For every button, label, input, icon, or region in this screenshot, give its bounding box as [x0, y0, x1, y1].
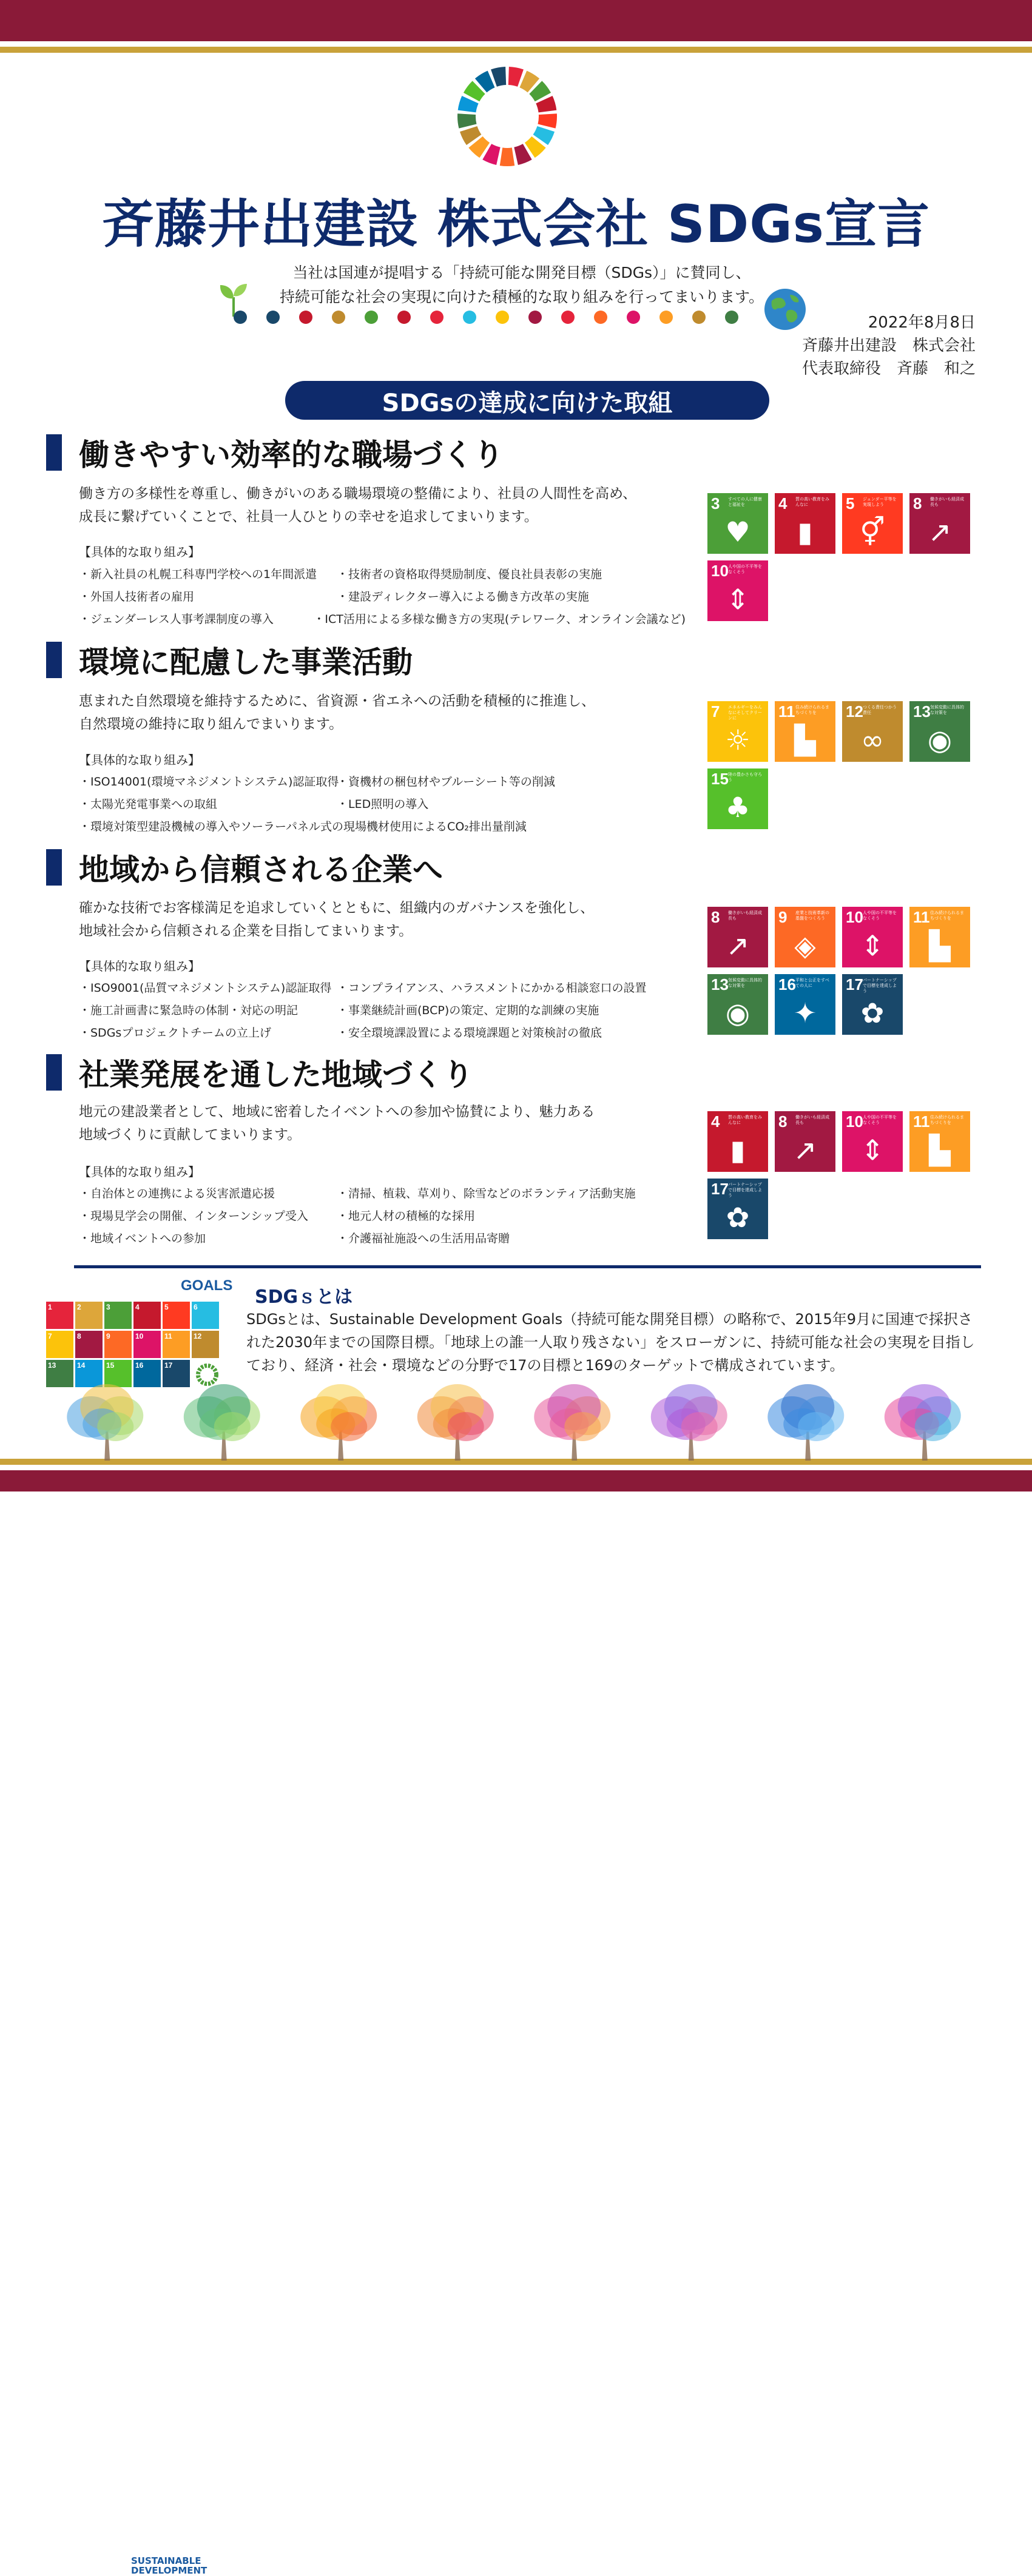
list-item-row: [79, 565, 686, 588]
sdg-wheel-logo: [456, 66, 558, 167]
mini-goal-13-icon: 13: [46, 1360, 73, 1387]
mini-goal-3-icon: 3: [104, 1302, 132, 1329]
section-4-description: [79, 1100, 686, 1146]
section-4-title: 社業発展を通した地域づくり: [79, 1057, 473, 1092]
mini-goal-16-icon: 16: [133, 1360, 161, 1387]
mini-goal-5-icon: 5: [163, 1302, 190, 1329]
sdg-goal-5-icon: [842, 493, 903, 554]
goal-label: 平和と公正をすべての人に: [795, 978, 829, 988]
color-dot: [332, 311, 345, 324]
list-item: ・介護福祉施設への生活用品寄贈: [337, 1232, 510, 1245]
list-item: ・ISO14001(環境マネジメントシステム)認証取得: [79, 775, 339, 789]
tree: [534, 1384, 610, 1461]
color-dot: [365, 311, 378, 324]
section-1-desc-line-2: 成長に繋げていくことで、社員一人ひとりの幸せを追求してまいります。: [79, 509, 538, 525]
list-item: ・SDGsプロジェクトチームの立上げ: [79, 1026, 271, 1040]
section-4-desc-line-1: 地元の建設業者として、地域に密着したイベントへの参加や協賛により、魅力ある: [79, 1104, 595, 1120]
section-4-items: [79, 1185, 686, 1252]
sdg-goal-9-icon: [775, 907, 835, 967]
color-dot: [234, 311, 247, 324]
section-3-desc-line-2: 地域社会から信頼される企業を目指してまいります。: [79, 923, 413, 939]
top-band: [0, 0, 1032, 41]
mini-goal-11-icon: 11: [163, 1331, 190, 1358]
mini-wheel-icon: [192, 1360, 219, 1387]
goal-number: 9: [778, 908, 787, 926]
list-item: ・事業継続計画(BCP)の策定、定期的な訓練の実施: [337, 1004, 599, 1017]
goal-label: つくる責任つかう責任: [863, 705, 897, 715]
sdg-goal-11-icon: [775, 701, 835, 762]
list-item: ・資機材の梱包材やブルーシート等の削減: [337, 775, 555, 789]
wheel-segment: [538, 113, 557, 128]
section-2-desc-line-2: 自然環境の維持に取り組んでまいります。: [79, 716, 343, 732]
color-dot: [299, 311, 312, 324]
sdg-goal-15-icon: [707, 768, 768, 829]
globe-icon: [763, 288, 807, 331]
signature-block: [802, 311, 976, 380]
section-4-label: 【具体的な取り組み】: [79, 1165, 200, 1179]
list-item: ・安全環境課設置による環境課題と対策検討の徹底: [337, 1026, 602, 1040]
section-1-description: [79, 482, 686, 528]
list-item-row: [79, 1024, 686, 1046]
goal-label: 働きがいも経済成長も: [728, 910, 762, 921]
wheel-segment: [500, 147, 514, 166]
goal-number: 10: [846, 908, 863, 926]
goal-glyph: ◈: [794, 929, 816, 962]
goal-number: 8: [778, 1112, 787, 1131]
section-4-marker: [46, 1054, 62, 1091]
goal-number: 8: [711, 908, 720, 926]
goal-glyph: ✦: [793, 997, 817, 1029]
sdgs-logo-text: [131, 2556, 207, 2575]
goal-glyph: ☼: [725, 724, 750, 756]
goal-glyph: ⇕: [860, 1134, 885, 1166]
goal-label: 気候変動に具体的な対策を: [930, 705, 964, 715]
goal-glyph: ⇕: [726, 583, 750, 616]
list-item: ・自治体との連携による災害派遣応援: [79, 1187, 275, 1200]
section-2-description: [79, 690, 686, 736]
sdg-goal-8-icon: [707, 907, 768, 967]
list-item: ・現場見学会の開催、インターンシップ受入: [79, 1209, 309, 1223]
goal-label: 質の高い教育をみんなに: [795, 497, 829, 507]
goal-label: 質の高い教育をみんなに: [728, 1115, 762, 1125]
goal-glyph: ♣: [725, 791, 750, 824]
color-dot: [725, 311, 738, 324]
section-4-goal-icons: [707, 1111, 974, 1239]
sdg-goal-13-icon: [909, 701, 970, 762]
goal-number: 11: [913, 908, 930, 926]
sdg-goal-4-icon: [775, 493, 835, 554]
list-item: ・技術者の資格取得奨励制度、優良社員表彰の実施: [337, 568, 602, 581]
list-item: ・LED照明の導入: [337, 798, 429, 811]
mini-goal-15-icon: 15: [104, 1360, 132, 1387]
goal-glyph: ✿: [726, 1201, 750, 1234]
section-2-items: [79, 773, 686, 840]
goal-number: 15: [711, 770, 729, 788]
list-item: ・ジェンダーレス人事考課制度の導入: [79, 613, 274, 626]
section-1-desc-line-1: 働き方の多様性を尊重し、働きがいのある職場環境の整備により、社員の人間性を高め、: [79, 486, 637, 502]
sdg-goal-8-icon: [909, 493, 970, 554]
list-item: ・ISO9001(品質マネジメントシステム)認証取得: [79, 981, 332, 995]
sdg-color-dots: [232, 308, 754, 326]
wheel-segment: [457, 113, 477, 128]
list-item: ・地元人材の積極的な採用: [337, 1209, 476, 1223]
goal-label: 働きがいも経済成長も: [930, 497, 964, 507]
goal-label: 産業と技術革新の基盤をつくろう: [795, 910, 829, 921]
section-1-label: 【具体的な取り組み】: [79, 545, 200, 559]
goal-number: 13: [913, 702, 931, 721]
section-2-label: 【具体的な取り組み】: [79, 753, 200, 767]
list-item-row: [79, 818, 686, 840]
goal-number: 17: [846, 975, 863, 994]
sdg-goal-7-icon: [707, 701, 768, 762]
list-item: ・施工計画書に緊急時の体制・対応の明記: [79, 1004, 298, 1017]
top-gold-rule: [0, 47, 1032, 53]
about-sdgs-title: SDGｓとは: [255, 1286, 353, 1308]
goal-number: 4: [778, 494, 787, 513]
color-dot: [659, 311, 673, 324]
color-dot: [627, 311, 640, 324]
list-item: ・建設ディレクター導入による働き方改革の実施: [337, 590, 589, 604]
sdgs-goal-grid: [46, 1302, 219, 1387]
goal-glyph: ▙: [929, 929, 951, 962]
sdg-goal-17-icon: [707, 1179, 768, 1239]
company-name: 斉藤井出建設 株式会社: [801, 337, 976, 355]
color-dot: [496, 311, 509, 324]
section-3-items: [79, 979, 686, 1046]
goal-glyph: ▙: [929, 1134, 951, 1166]
list-item-row: [79, 1229, 686, 1252]
goal-label: 働きがいも経済成長も: [795, 1115, 829, 1125]
goal-glyph: ⇕: [860, 929, 885, 962]
goal-number: 11: [778, 702, 795, 721]
section-3-marker: [46, 849, 62, 886]
goal-number: 17: [711, 1180, 729, 1198]
list-item: ・コンプライアンス、ハラスメントにかかる相談窓口の設置: [337, 981, 647, 995]
goal-glyph: ▮: [730, 1134, 746, 1166]
goal-number: 10: [846, 1112, 863, 1131]
watercolor-trees-illustration: [49, 1389, 983, 1462]
list-item-row: [79, 773, 686, 795]
goal-label: 気候変動に具体的な対策を: [728, 978, 762, 988]
goal-glyph: ◉: [725, 997, 750, 1029]
list-item-row: [79, 1001, 686, 1024]
goal-label: 人や国の不平等をなくそう: [863, 1115, 897, 1125]
section-4-desc-line-2: 地域づくりに貢献してまいります。: [79, 1127, 302, 1143]
sdg-goal-16-icon: [775, 974, 835, 1035]
list-item: ・外国人技術者の雇用: [79, 590, 195, 604]
goal-glyph: ↗: [793, 1134, 817, 1166]
tree: [885, 1384, 961, 1461]
section-2-goal-icons: [707, 701, 974, 829]
about-divider: [74, 1265, 981, 1268]
goal-number: 11: [913, 1112, 930, 1131]
goal-glyph: ⚥: [860, 516, 885, 548]
section-2-marker: [46, 642, 62, 678]
tree: [184, 1384, 260, 1461]
mini-goal-10-icon: 10: [133, 1331, 161, 1358]
about-sdgs-text: SDGsとは、Sustainable Development Goals（持続可能な開発目標）の略称で、2015年9月に国連で採択された2030年までの国際目標。「地球上の誰一人取り残さない」をスローガンに、持続可能な社会の実現を目指しており、経済・社会・環境などの分野で17の目標と169のターゲットで構成されています。: [246, 1311, 975, 1374]
intro-text: [261, 261, 783, 309]
declaration-date: 2022年8月8日: [868, 314, 976, 332]
sdg-goal-10-icon: [842, 907, 903, 967]
goal-label: パートナーシップで目標を達成しよう: [863, 978, 897, 994]
sdg-goal-10-icon: [842, 1111, 903, 1172]
section-3-label: 【具体的な取り組み】: [79, 959, 200, 974]
logo-line-1: SUSTAINABLE: [131, 2555, 201, 2566]
section-3-desc-line-1: 確かな技術でお客様満足を追求していくとともに、組織内のガバナンスを強化し、: [79, 900, 595, 916]
list-item: ・新入社員の札幌工科専門学校への1年間派遣: [79, 568, 317, 581]
list-item-row: [79, 795, 686, 818]
color-dot: [463, 311, 476, 324]
section-1-items: [79, 565, 686, 633]
mini-goal-14-icon: 14: [75, 1360, 103, 1387]
goal-label: 陸の豊かさも守ろう: [728, 772, 762, 782]
list-item: ・環境対策型建設機械の導入やソーラーパネル式の現場機材使用によるCO₂排出量削減: [79, 820, 527, 833]
list-item-row: [79, 1207, 686, 1229]
list-item-row: [79, 979, 686, 1001]
goal-label: エネルギーをみんなにそしてクリーンに: [728, 705, 762, 721]
goal-glyph: ◉: [927, 724, 953, 756]
color-dot: [528, 311, 542, 324]
goal-label: 人や国の不平等をなくそう: [863, 910, 897, 921]
goal-number: 5: [846, 494, 855, 513]
goal-label: 人や国の不平等をなくそう: [728, 564, 762, 574]
section-2-title: 環境に配慮した事業活動: [79, 645, 413, 680]
goal-glyph: ∞: [860, 724, 885, 756]
tree: [651, 1384, 727, 1461]
color-dot: [594, 311, 607, 324]
goal-glyph: ▮: [797, 516, 813, 548]
color-dot: [266, 311, 280, 324]
sdgs-initiatives-banner: SDGsの達成に向けた取組: [285, 381, 769, 420]
sdg-goal-11-icon: [909, 1111, 970, 1172]
list-item: ・ICT活用による多様な働き方の実現(テレワーク、オンライン会議など): [313, 613, 686, 626]
tree: [767, 1384, 844, 1461]
list-item-row: [79, 1185, 686, 1207]
section-1-title: 働きやすい効率的な職場づくり: [79, 437, 504, 472]
goal-label: すべての人に健康と福祉を: [728, 497, 762, 507]
section-1-marker: [46, 434, 62, 471]
section-3-title: 地域から信頼される企業へ: [79, 852, 443, 887]
representative-name: 代表取締役 斉藤 和之: [801, 360, 976, 378]
logo-goals-word: GOALS: [181, 1277, 233, 1294]
goal-label: パートナーシップで目標を達成しよう: [728, 1182, 762, 1198]
list-item: ・地域イベントへの参加: [79, 1232, 206, 1245]
bottom-band: [0, 1470, 1032, 1491]
mini-goal-2-icon: 2: [75, 1302, 103, 1329]
mini-goal-9-icon: 9: [104, 1331, 132, 1358]
mini-goal-8-icon: 8: [75, 1331, 103, 1358]
goal-label: 住み続けられるまちづくりを: [795, 705, 829, 715]
sdg-goal-3-icon: [707, 493, 768, 554]
goal-glyph: ↗: [726, 929, 750, 962]
mini-goal-4-icon: 4: [133, 1302, 161, 1329]
logo-line-2: DEVELOPMENT: [131, 2565, 207, 2576]
section-3-goal-icons: [707, 907, 974, 1035]
sdgs-goals-poster: [46, 1277, 233, 2576]
color-dot: [692, 311, 706, 324]
sdg-goal-8-icon: [775, 1111, 835, 1172]
sdg-goal-11-icon: [909, 907, 970, 967]
goal-label: 住み続けられるまちづくりを: [930, 910, 964, 921]
goal-number: 4: [711, 1112, 720, 1131]
goal-number: 13: [711, 975, 729, 994]
sdg-goal-17-icon: [842, 974, 903, 1035]
sdg-goal-12-icon: [842, 701, 903, 762]
goal-number: 16: [778, 975, 796, 994]
mini-goal-1-icon: 1: [46, 1302, 73, 1329]
goal-number: 10: [711, 562, 729, 580]
goal-glyph: ♥: [725, 516, 750, 548]
goal-number: 12: [846, 702, 863, 721]
goal-glyph: ↗: [928, 516, 952, 548]
mini-goal-7-icon: 7: [46, 1331, 73, 1358]
sdg-goal-10-icon: [707, 560, 768, 621]
goal-label: 住み続けられるまちづくりを: [930, 1115, 964, 1125]
section-1-goal-icons: [707, 493, 974, 621]
mini-goal-17-icon: 17: [163, 1360, 190, 1387]
goal-number: 3: [711, 494, 720, 513]
sdg-goal-13-icon: [707, 974, 768, 1035]
color-dot: [430, 311, 443, 324]
tree: [300, 1384, 377, 1461]
goal-glyph: ✿: [860, 997, 885, 1029]
goal-glyph: ▙: [794, 724, 816, 756]
goal-label: ジェンダー平等を実現しよう: [863, 497, 897, 507]
list-item: ・太陽光発電事業への取組: [79, 798, 218, 811]
list-item-row: [79, 610, 686, 633]
section-3-description: [79, 896, 686, 943]
list-item: ・清掃、植栽、草刈り、除雪などのボランティア活動実施: [337, 1187, 636, 1200]
goal-number: 7: [711, 702, 720, 721]
goal-number: 8: [913, 494, 922, 513]
color-dot: [397, 311, 411, 324]
intro-line-1: 当社は国連が提唱する「持続可能な開発目標（SDGs）」に賛同し、: [292, 264, 751, 281]
color-dot: [561, 311, 575, 324]
tree: [67, 1384, 143, 1461]
mini-goal-6-icon: 6: [192, 1302, 219, 1329]
list-item-row: [79, 588, 686, 610]
sdg-goal-4-icon: [707, 1111, 768, 1172]
intro-line-2: 持続可能な社会の実現に向けた積極的な取り組みを行ってまいります。: [279, 288, 764, 306]
mini-goal-12-icon: 12: [192, 1331, 219, 1358]
section-2-desc-line-1: 恵まれた自然環境を維持するために、省資源・省エネへの活動を積極的に推進し、: [79, 693, 595, 709]
tree: [417, 1384, 494, 1461]
page-title: 斉藤井出建設 株式会社 SDGs宣言: [102, 194, 930, 255]
